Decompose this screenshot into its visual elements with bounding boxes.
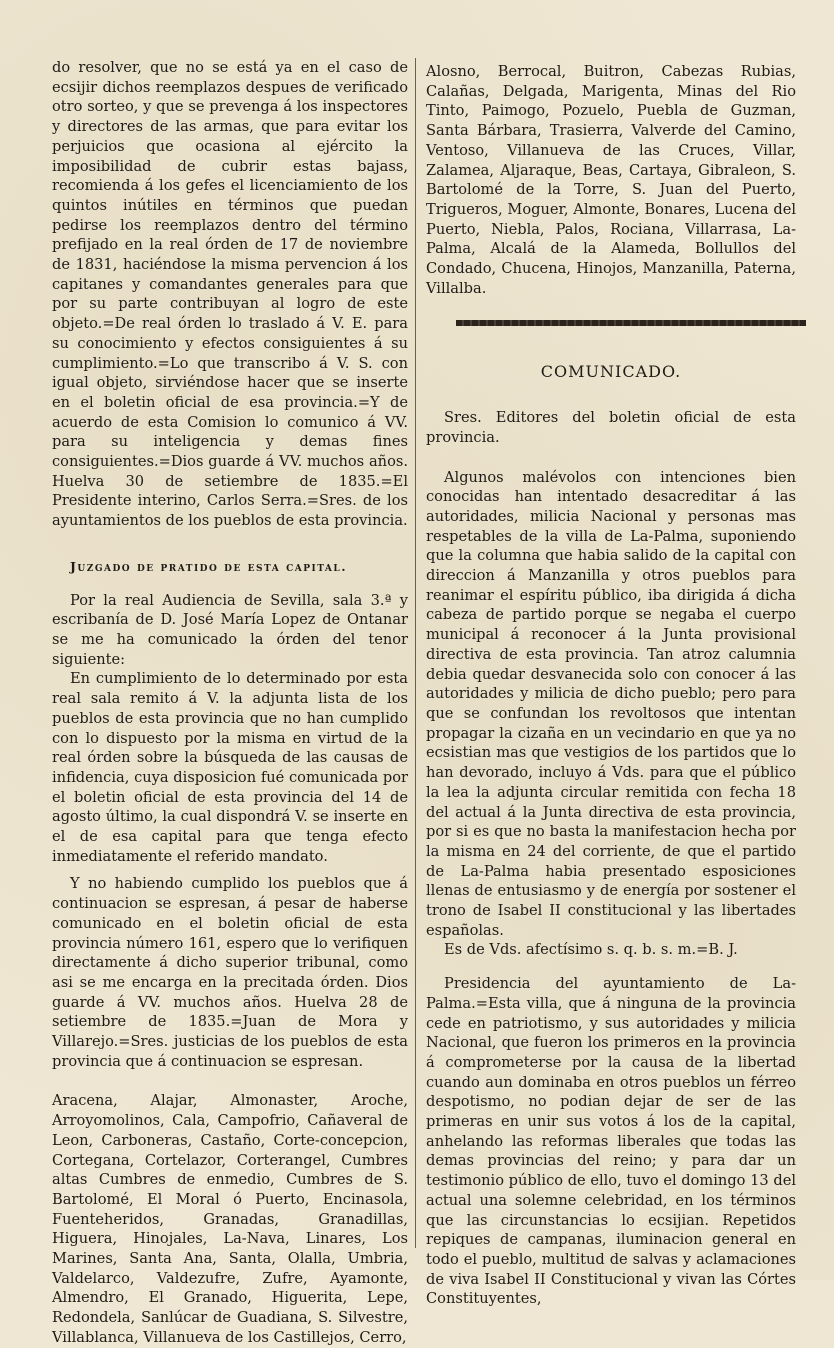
salutation: Sres. Editores del boletin oficial de esta provincia. — [426, 409, 796, 446]
presidencia-paragraph: Presidencia del ayuntamiento de La-Palma.=Esta villa, que á ninguna de la provincia cede en patriotismo, y sus autoridades y milicia Nacional, que fueron los primeros en la provincia á comprometerse por la causa de la libertad cuando aun dominaba en otros pueblos un férreo despotismo, no podian dejar de ser de las primeras en unir sus votos á los de la capital, anhelando las reformas liberales que todas las demas provincias del reino; y para dar un testimonio público de ello, tuvo el domingo 13 del actual una solemne celebridad, en los términos que las circunstancias lo ecsijian. Repetidos repiques de campanas, iluminacion general en todo el pueblo, multitud de salvas y aclamaciones de viva Isabel II Constitucional y vivan las Córtes Constituyentes, — [426, 975, 796, 1308]
court-paragraph-1: Por la real Audiencia de Sevilla, sala 3.ª y escribanía de D. José María Lopez de Ontanar se me ha comunicado la órden del tenor siguiente: — [52, 591, 408, 668]
comunicado-body: Algunos malévolos con intenciones bien conocidas han intentado desacreditar á las autoridades, milicia Nacional y personas mas respetables de la villa de La-Palma, suponiendo que la columna que habia salido de la capital con direccion á Manzanilla y otros pueblos para reanimar el espíritu público, iba dirigida á dicha cabeza de partido porque se negaba el cuerpo municipal á reconocer á la Junta provisional directiva de esta provincia. Tan atroz calumnia debia quedar desvanecida solo con conocer á las autoridades y milicia de dicho pueblo; pero para que se confundan los revoltosos que intentan propagar la cizaña en un vecindario en que ya no ecsistian mas que vestigios de los partidos que lo han devorado, incluyo á Vds. para que el público la lea la adjunta circular remitida con fecha 18 del actual á la Junta directiva de esta provincia, por si es que no basta la manifestacion hecha por la misma en 24 del corriente, de que el partido de La-Palma habia presentado esposiciones llenas de entusiasmo y de energía por sostener el trono de Isabel II constitucional y las libertades españolas. — [426, 468, 796, 939]
right-column — [426, 62, 796, 1309]
opening-paragraph: do resolver, que no se está ya en el caso de ecsijir dichos reemplazos despues de verificado otro sorteo, y que se prevenga á los inspectores y directores de las armas, que para evitar los perjuicios que ocasiona al ejército la imposibilidad de cubrir estas bajass, recomienda á los gefes el licenciamiento de los quintos inútiles en términos que puedan pedirse los reemplazos dentro del término prefijado en la real órden de 17 de noviembre de 1831, haciéndose la misma pervencion á los capitanes y comandantes generales para que por su parte contribuyan al logro de este objeto.=De real órden lo traslado á V. E. para su conocimiento y efectos consiguientes á su cumplimiento.=Lo que transcribo á V. S. con igual objeto, sirviéndose hacer que se inserte en el boletin oficial de esa provincia.=Y de acuerdo de esta Comision lo comunico á VV. para su inteligencia y demas fines consiguientes.=Dios guarde á VV. muchos años. Huelva 30 de setiembre de 1835.=El Presidente interino, Carlos Serra.=Sres. de los ayuntamientos de los pueblos de esta provincia. — [52, 59, 408, 530]
court-heading: Juzgado de pratido de esta capital. — [70, 558, 348, 574]
comunicado-closing: Es de Vds. afectísimo s. q. b. s. m.=B. J. — [444, 941, 738, 959]
towns-list: Aracena, Alajar, Almonaster, Aroche, Arroyomolinos, Cala, Campofrio, Cañaveral de Leon, Carboneras, Castaño, Corte-concepcion, Cortegana, Cortelazor, Corterangel, Cumbres altas Cumbres de enmedio, Cumbres de S. Bartolomé, El Moral ó Puerto, Encinasola, Fuenteheridos, Granadas, Granadillas, Higuera, Hinojales, La-Nava, Linares, Los Marines, Santa Ana, Santa, Olalla, Umbria, Valdelarco, Valdezufre, Zufre, Ayamonte, Almendro, El Granado, Higuerita, Lepe, Redondela, Sanlúcar de Guadiana, S. Silvestre, Villablanca, Villanueva de los Castillejos, Cerro, — [52, 1092, 408, 1346]
left-column — [52, 58, 408, 1348]
column-divider — [415, 58, 416, 1248]
court-paragraph-2: En cumplimiento de lo determinado por esta real sala remito á V. la adjunta lista de los pueblos de esta provincia que no han cumplido con lo dispuesto por la misma en virtud de la real órden sobre la búsqueda de las causas de infidencia, cuya disposicion fué comunicada por el boletin oficial de esta provincia del 14 de agosto último, la cual dispondrá V. se inserte en el de esa capital para que tenga efecto inmediatamente el referido mandato. — [52, 670, 408, 865]
towns-list-continued: Alosno, Berrocal, Buitron, Cabezas Rubias, Calañas, Delgada, Marigenta, Minas del Rio Tinto, Paimogo, Pozuelo, Puebla de Guzman, Santa Bárbara, Trasierra, Valverde del Camino, Ventoso, Villanueva de las Cruces, Villar, Zalamea, Aljaraque, Beas, Cartaya, Gibraleon, S. Bartolomé de la Torre, S. Juan del Puerto, Trigueros, Moguer, Almonte, Bonares, Lucena del Puerto, Niebla, Palos, Rociana, Villarrasa, La-Palma, Alcalá de la Alameda, Bollullos del Condado, Chucena, Hinojos, Manzanilla, Paterna, Villalba. — [426, 63, 796, 297]
court-paragraph-3: Y no habiendo cumplido los pueblos que á continuacion se espresan, á pesar de haberse comunicado en el boletin oficial de esta provincia número 161, espero que lo verifiquen directamente á dicho superior tribunal, como asi se me encarga en la precitada órden. Dios guarde á VV. muchos años. Huelva 28 de setiembre de 1835.=Juan de Mora y Villarejo.=Sres. justicias de los pueblos de esta provincia que á continuacion se espresan. — [52, 875, 408, 1070]
section-rule — [456, 320, 806, 326]
comunicado-title: COMUNICADO. — [540, 362, 682, 382]
